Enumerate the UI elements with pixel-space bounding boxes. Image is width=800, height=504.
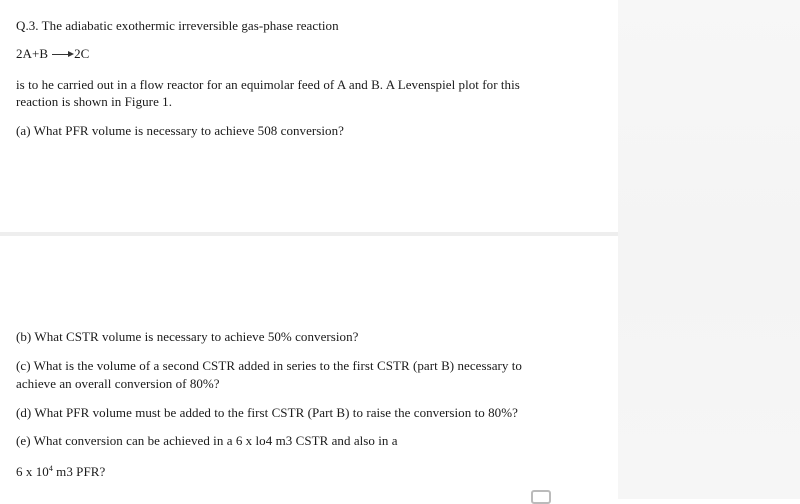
- part-d: (d) What PFR volume must be added to the first CSTR (Part B) to raise the conversion to 80%?: [16, 405, 518, 420]
- section-divider: [0, 232, 618, 236]
- intro-line-2: reaction is shown in Figure 1.: [16, 94, 173, 109]
- part-c-line-2: achieve an overall conversion of 80%?: [16, 376, 220, 391]
- right-side-panel: [618, 0, 800, 499]
- part-e-line-2: [16, 460, 105, 480]
- part-e-prefix: 6 x 10: [16, 464, 49, 479]
- reaction-reactants: 2A+B: [16, 46, 49, 61]
- part-e-exponent: 4: [48, 464, 53, 473]
- part-a: (a) What PFR volume is necessary to achieve 508 conversion?: [16, 123, 344, 138]
- intro-line-1: is to he carried out in a flow reactor for an equimolar feed of A and B. A Levenspiel plot for this: [16, 77, 520, 92]
- reaction-equation: [16, 45, 89, 62]
- reaction-products: 2C: [74, 46, 90, 61]
- part-e-line-1: (e) What conversion can be achieved in a 6 x lo4 m3 CSTR and also in a: [16, 433, 398, 448]
- part-b: (b) What CSTR volume is necessary to achieve 50% conversion?: [16, 329, 359, 344]
- edit-icon[interactable]: [531, 490, 551, 504]
- reaction-arrow-icon: [52, 54, 72, 55]
- part-e-suffix: m3 PFR?: [52, 464, 106, 479]
- part-c-line-1: (c) What is the volume of a second CSTR added in series to the first CSTR (part B) necessary to: [16, 358, 522, 373]
- question-title: Q.3. The adiabatic exothermic irreversible gas-phase reaction: [16, 18, 339, 33]
